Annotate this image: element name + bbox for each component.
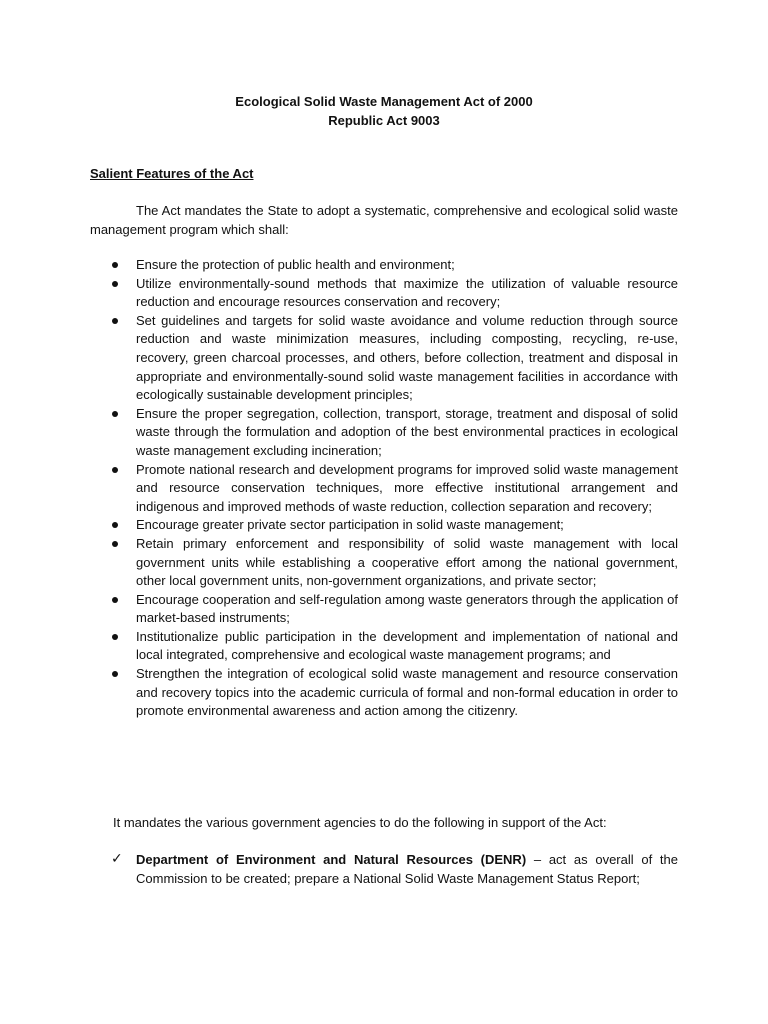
list-item-text: Ensure the proper segregation, collection, transport, storage, treatment and disposal of solid waste through the formulation and adoption of the best environmental practices in ecological waste management excluding incineration; [136,405,678,458]
list-item [90,516,678,535]
agencies-list [90,850,678,888]
agency-name: Department of Environment and Natural Resources (DENR) [136,852,527,867]
bullet-dot-icon [112,671,118,677]
document-title [0,92,768,130]
list-item [90,275,678,312]
list-item-text: Ensure the protection of public health and environment; [136,257,455,272]
bullet-dot-icon [112,281,118,287]
agency-text: – act as overall of the Commission to be created; prepare a National Solid Waste Management Status Report; [136,852,678,886]
list-item [90,628,678,665]
list-item-text: Retain primary enforcement and responsibility of solid waste management with local government units while establishing a cooperative effort among the national government, other local government units, non-government organizations, and private sector; [136,535,678,589]
mandates-intro: It mandates the various government agencies to do the following in support of the Act: [113,815,607,830]
list-item-text: Encourage cooperation and self-regulation among waste generators through the application of market-based instruments; [136,591,678,626]
list-item [90,665,678,721]
list-item-text: Utilize environmentally-sound methods that maximize the utilization of valuable resource reduction and encourage resources conservation and recovery; [136,275,678,310]
title-line-2: Republic Act 9003 [328,113,440,128]
checkmark-icon: ✓ [111,851,123,867]
list-item [90,535,678,591]
features-list [90,256,678,721]
bullet-dot-icon [112,541,118,547]
list-item-text: Promote national research and development programs for improved solid waste management and resource conservation techniques, more effective institutional arrangement and indigenous and improved methods of waste reduction, collection separation and recovery; [136,461,678,514]
list-item [90,312,678,405]
intro-paragraph: The Act mandates the State to adopt a systematic, comprehensive and ecological solid waste management program which shall: [90,203,678,237]
bullet-dot-icon [112,597,118,603]
list-item [90,405,678,461]
list-item-text: Institutionalize public participation in the development and implementation of national and local integrated, comprehensive and ecological waste management programs; and [136,628,678,663]
bullet-dot-icon [112,262,118,268]
list-item-text: Set guidelines and targets for solid waste avoidance and volume reduction through source reduction and waste minimization measures, including composting, recycling, re-use, recovery, green charcoal processes, and others, before collection, treatment and disposal in appropriate and environmentally-sound solid waste management facilities in accordance with ecologically sustainable development principles; [136,312,678,403]
bullet-dot-icon [112,634,118,640]
list-item-text: Strengthen the integration of ecological solid waste management and resource conservation and recovery topics into the academic curricula of formal and non-formal education in order to promote environmental awareness and action among the citizenry. [136,666,678,719]
list-item [90,256,678,275]
bullet-dot-icon [112,467,118,473]
section-heading: Salient Features of the Act [90,166,254,181]
list-item [90,591,678,628]
agency-item [90,850,678,888]
bullet-dot-icon [112,318,118,324]
bullet-dot-icon [112,522,118,528]
bullet-dot-icon [112,411,118,417]
list-item-text: Encourage greater private sector participation in solid waste management; [136,517,564,533]
list-item [90,461,678,517]
title-line-1: Ecological Solid Waste Management Act of 2000 [235,94,533,109]
